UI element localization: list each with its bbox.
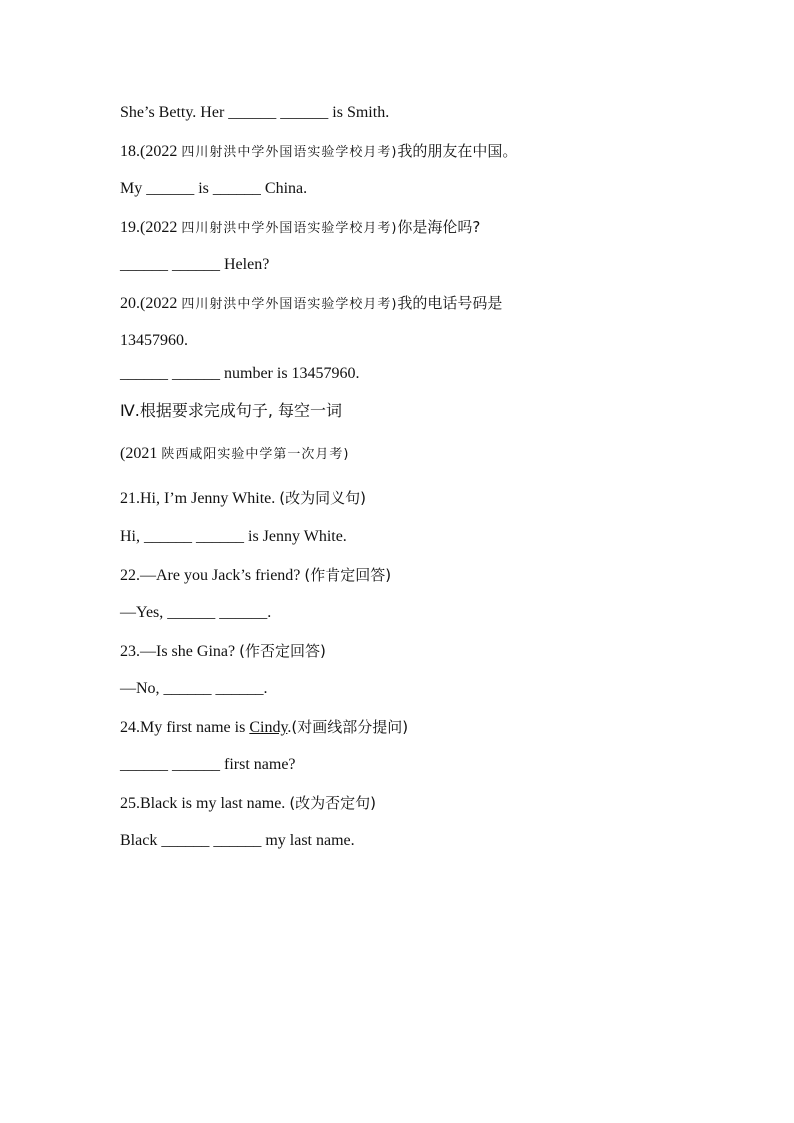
q19-number: 19.(2022 (120, 219, 178, 236)
q20-answer-text: ______ ______ number is 13457960. (120, 365, 360, 382)
q18-prompt (120, 141, 517, 163)
q23-answer-text: —No, ______ ______. (120, 680, 268, 697)
q24-text-post: . (287, 719, 292, 736)
q21-instruction: (改为同义句) (279, 489, 366, 507)
q17-answer-line (120, 103, 389, 123)
q20-prompt (120, 293, 502, 315)
q17-answer-text: She’s Betty. Her ______ ______ is Smith. (120, 104, 390, 121)
q22-answer-text: —Yes, ______ ______. (120, 604, 272, 621)
q18-number: 18.(2022 (120, 143, 178, 160)
q20-source: 四川射洪中学外国语实验学校月考) (181, 297, 398, 312)
q23-instruction: (作否定回答) (239, 642, 326, 660)
q18-chinese: 我的朋友在中国。 (397, 142, 518, 160)
q25-text: 25.Black is my last name. (120, 795, 290, 812)
q18-source: 四川射洪中学外国语实验学校月考) (181, 145, 398, 160)
q21-text: 21.Hi, I’m Jenny White. (120, 490, 280, 507)
q22-prompt (120, 565, 391, 586)
q25-answer-text: Black ______ ______ my last name. (120, 832, 355, 849)
q24-prompt (120, 717, 408, 738)
q22-answer-line (120, 603, 271, 623)
q20-answer-line (120, 364, 360, 384)
q19-answer-text: ______ ______ Helen? (120, 256, 270, 273)
q22-text: 22.—Are you Jack’s friend? (120, 567, 305, 584)
q25-instruction: (改为否定句) (289, 794, 377, 812)
section-iv-source (120, 444, 349, 465)
q25-prompt (120, 793, 376, 814)
q19-answer-line (120, 255, 269, 275)
q20-chinese: 我的电话号码是 (397, 294, 503, 312)
q18-answer-text: My ______ is ______ China. (120, 180, 308, 197)
q24-answer-text: ______ ______ first name? (120, 756, 296, 773)
q23-answer-line (120, 679, 268, 699)
section-iv-title (120, 401, 342, 421)
section-iv-source-name: 陕西咸阳实验中学第一次月考) (161, 447, 350, 462)
q20-continuation (120, 331, 188, 351)
q18-answer-line (120, 179, 307, 199)
q20-number: 20.(2022 (120, 295, 178, 312)
q24-answer-line (120, 755, 296, 775)
q22-instruction: (作肯定回答) (304, 566, 392, 584)
q23-prompt (120, 641, 326, 662)
q25-answer-line (120, 831, 355, 851)
q24-underlined-word: Cindy (249, 719, 288, 736)
q24-text-pre: 24.My first name is (120, 719, 250, 736)
section-iv-source-year: (2021 (120, 445, 158, 462)
q19-prompt (120, 217, 480, 239)
q24-instruction: (对画线部分提问) (291, 718, 409, 736)
q19-source: 四川射洪中学外国语实验学校月考) (181, 221, 398, 236)
q21-answer-line (120, 527, 347, 547)
q20-continuation-text: 13457960. (120, 332, 188, 349)
q23-text: 23.—Is she Gina? (120, 643, 240, 660)
q19-chinese: 你是海伦吗? (397, 218, 481, 236)
q21-answer-text: Hi, ______ ______ is Jenny White. (120, 528, 347, 545)
section-iv-title-text: Ⅳ.根据要求完成句子, 每空一词 (120, 401, 343, 420)
q21-prompt (120, 488, 366, 509)
